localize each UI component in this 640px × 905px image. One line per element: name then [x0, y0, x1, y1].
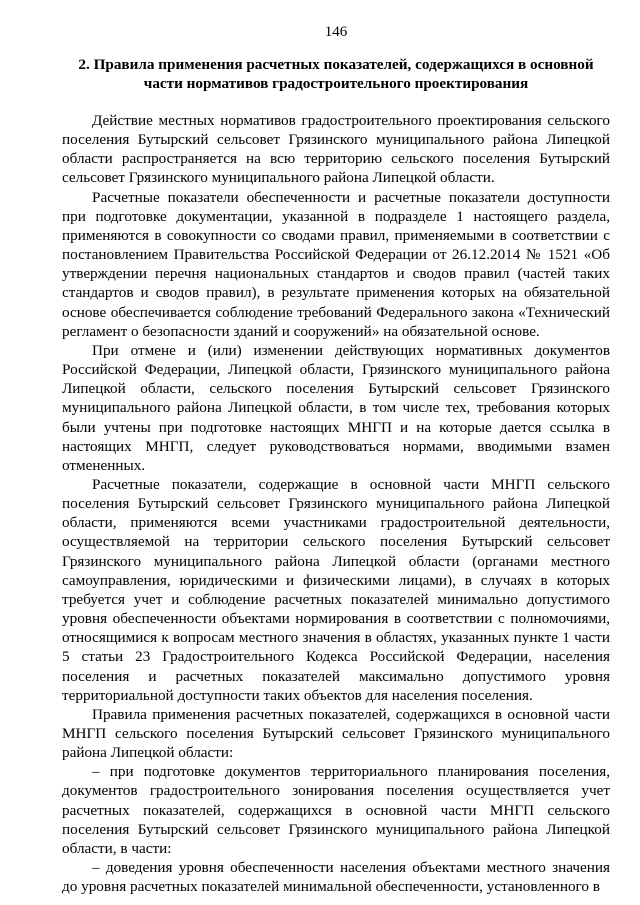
section-heading-line-1: 2. Правила применения расчетных показателей, содержащихся в основной — [78, 56, 594, 73]
paragraph-rules-intro: Правила применения расчетных показателей, содержащихся в основной части МНГП сельского поселения Бутырский сельсовет Грязинского муниципального района Липецкой области: — [62, 705, 610, 762]
paragraph-cancellation: При отмене и (или) изменении действующих нормативных документов Российской Федерации, Липецкой области, Грязинского муниципального района Липецкой области, сельского поселения Бутырский сельсовет Грязинского муниципального района Липецкой области, в том числе тех, требования которых были учтены при подготовке настоящих МНГП и на которые дается ссылка в настоящих МНГП, следует руководствоваться нормами, вводимыми взамен отмененных. — [62, 341, 610, 474]
section-heading-line-2: части нормативов градостроительного проектирования — [143, 74, 529, 92]
list-item-provision-level: – доведения уровня обеспеченности населения объектами местного значения до уровня расчетных показателей минимальной обеспеченности, установленного в — [62, 859, 610, 896]
list-item-territorial-planning: – при подготовке документов территориального планирования поселения, документов градостроительного зонирования поселения осуществляется учет расчетных показателей, содержащихся в основной части МНГП сельского поселения Бутырский сельсовет Грязинского муниципального района Липецкой области, в части: — [62, 763, 610, 857]
section-heading — [62, 56, 610, 93]
paragraph-calculation-indicators: Расчетные показатели обеспеченности и расчетные показатели доступности при подготовке документации, указанной в подразделе 1 настоящего раздела, применяются в совокупности со сводами правил, применяемыми в соответствии с постановлением Правительства Российской Федерации от 26.12.2014 № 1521 «Об утверждении перечня национальных стандартов и сводов правил (частей таких стандартов и сводов правил), в результате применения которых на обязательной основе обеспечивается соблюдение требований Федерального закона «Технический регламент о безопасности зданий и сооружений» на обязательной основе. — [62, 188, 610, 340]
paragraph-scope: Действие местных нормативов градостроительного проектирования сельского поселения Бутырский сельсовет Грязинского муниципального района Липецкой области распространяется на всю территорию сельского поселения Бутырский сельсовет Грязинского муниципального района Липецкой области. — [62, 112, 610, 187]
body-text — [62, 111, 610, 896]
paragraph-participants: Расчетные показатели, содержащие в основной части МНГП сельского поселения Бутырский сельсовет Грязинского муниципального района Липецкой области, применяются всеми участниками градостроительной деятельности, осуществляемой на территории сельского поселения Бутырский сельсовет Грязинского муниципального района Липецкой области (органами местного самоуправления, юридическими и физическими лицами), в случаях в которых требуется учет и соблюдение расчетных показателей минимально допустимого уровня обеспеченности объектами нормирования в соответствии с полномочиями, относящимися к вопросам местного значения в областях, указанных пункте 1 части 5 статьи 23 Градостроительного Кодекса Российской Федерации, населения поселения и расчетных показателей максимально допустимого уровня территориальной доступности таких объектов для населения поселения. — [62, 475, 610, 704]
page-number: 146 — [324, 24, 348, 40]
